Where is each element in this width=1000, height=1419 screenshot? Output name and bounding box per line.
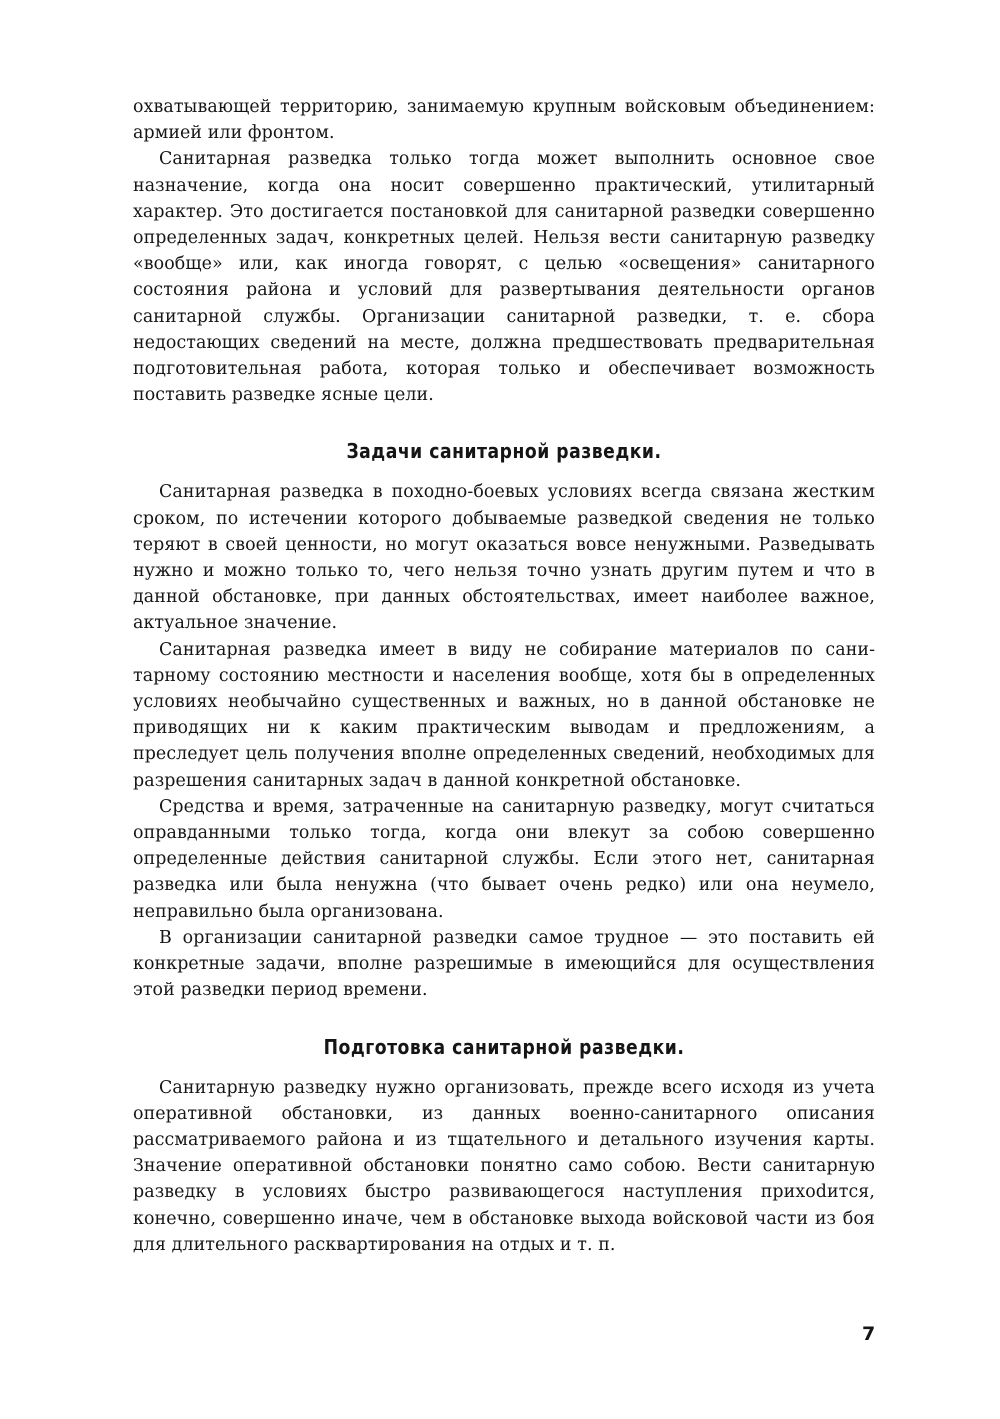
section-heading-tasks: Задачи санитарной разведки.: [346, 439, 662, 464]
paragraph: Средства и время, затраченные на санитарную разведку, могут считаться оправданными только тогда, когда они влекут за собою совершенно определенные действия санитарной службы. Если этого нет, санитарная разведка или была ненужна (что бывает очень редко) или она неумело, неправильно была организована.: [133, 796, 875, 922]
paragraph: Санитарную разведку нужно организовать, прежде всего исходя из учета оперативной обстановки, из данных военно-санитарного описания рассматриваемого района и из тщательного и детального изучения карты. Значение оперативной обстановки понятно само собою. Вести санитарную разведку в условиях быстро развивающегося наступления прихоdится, конечно, совершенно иначе, чем в обстановке выхода войсковой части из боя для длительного расквартирования на отдых и т. п.: [133, 1077, 875, 1255]
text-column: [133, 94, 875, 1258]
paragraph: В организации санитарной разведки самое трудное — это поставить ей конкретные задачи, вполне разрешимые в имеющийся для осуществления этой разведки период времени.: [133, 927, 875, 1001]
page-number: 7: [862, 1323, 876, 1345]
paragraph: Санитарная разведка в походно-боевых условиях всегда связана жестким сроком, по истечении которого добываемые разведкой сведения не только теряют в своей ценности, но могут оказаться вовсе ненужными. Разведывать нужно и можно только то, чего нельзя точно узнать другим путем и что в данной обстановке, при данных обстоятельствах, имеет наиболее важное, актуальное значение.: [133, 482, 875, 634]
section-heading-preparation: Подготовка санитарной разведки.: [323, 1034, 685, 1059]
paragraph: Санитарная разведка имеет в виду не собирание материалов по санитарному состоянию местности и населения вообще, хотя бы в определенных условиях необычайно существенных и важных, но в данной обстановке не приводящих ни к каким практическим выводам и предложениям, а преследует цель получения вполне определенных сведений, необходимых для разрешения санитарных задач в данной конкретной обстановке.: [133, 639, 875, 791]
paragraph-continuation: охватывающей территорию, занимаемую крупным войсковым объединением: армией или фронтом.: [133, 97, 875, 144]
paragraph: Санитарная разведка только тогда может выполнить основное свое назначение, когда она носит совершенно практический, утилитарный характер. Это достигается постановкой для санитарной разведки совершенно определенных задач, конкретных целей. Нельзя вести санитарную разведку «вообще» или, как иногда говорят, с целью «освещения» санитарного состояния района и условий для развертывания деятельности органов санитарной службы. Организации санитарной разведки, т. е. сбора недостающих сведений на месте, должна предшествовать предварительная подготовительная работа, которая только и обеспечивает возможность поставить разведке ясные цели.: [133, 149, 875, 406]
